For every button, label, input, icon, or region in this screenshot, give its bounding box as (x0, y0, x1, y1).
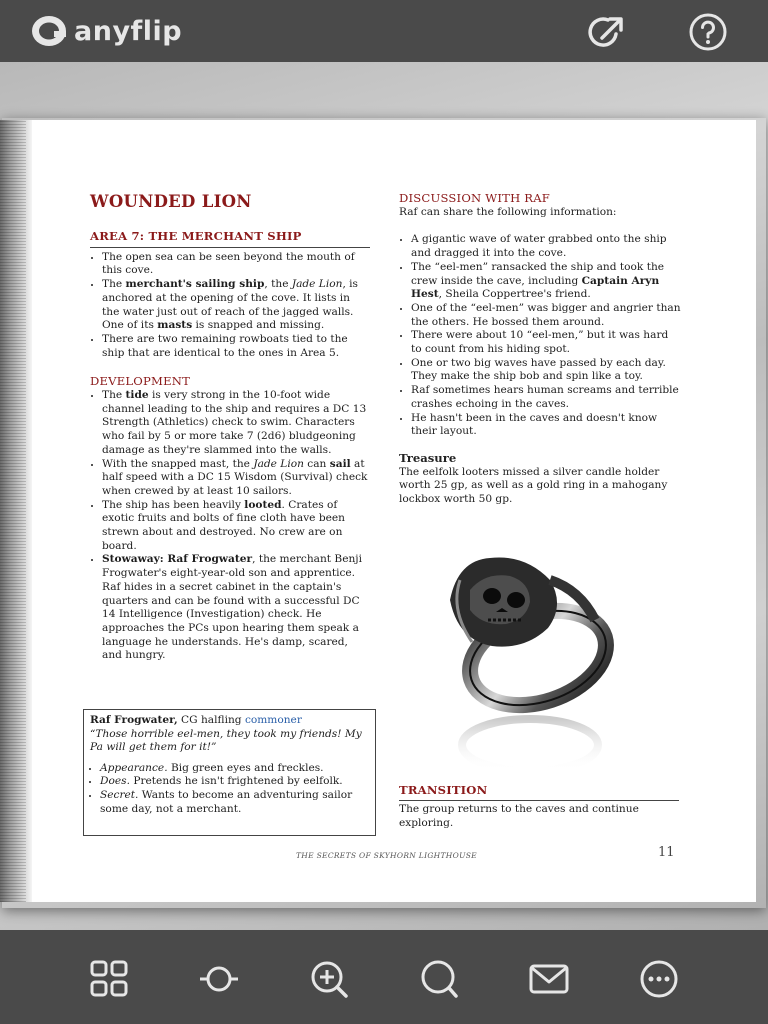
treasure-text: The eelfolk looters missed a silver candle holder worth 25 gp, as well as a gold ring in a mahogany lockbox worth 50 gp. (399, 465, 668, 506)
area-heading: AREA 7: THE MERCHANT SHIP (90, 230, 370, 248)
list-item: • There are two remaining rowboats tied to the ship that are identical to the ones in Area 5. (102, 333, 370, 360)
right-column (399, 192, 681, 507)
skull-ring-image (430, 550, 620, 780)
list-item: • Does. Pretends he isn't frightened by eelfolk. (100, 775, 367, 789)
list-item: • The tide is very strong in the 10-foot wide channel leading to the ship and requires a DC 13 Strength (Athletics) check to swim. Characters who fail by 5 or more take 7 (2d6) bludgeoning damage as they're slammed into the walls. (102, 389, 370, 458)
list-item: • The “eel-men” ransacked the ship and took the crew inside the cave, including Captain Aryn Hest, Sheila Coppertree's friend. (411, 261, 681, 302)
list-item: • There were about 10 “eel-men,” but it was hard to count from his hiding spot. (411, 329, 681, 356)
logo-icon (30, 14, 68, 48)
npc-stat-block (83, 709, 376, 836)
list-item: • The ship has been heavily looted. Crates of exotic fruits and bolts of fine cloth have been strewn about and destroyed. No crew are on board. (102, 499, 370, 554)
page-number: 11 (658, 845, 675, 860)
transition-text: The group returns to the caves and continue exploring. (399, 803, 639, 829)
list-item: • One of the “eel-men” was bigger and angrier than the others. He bossed them around. (411, 302, 681, 329)
list-item: • Appearance. Big green eyes and freckles. (100, 762, 367, 776)
list-item: • The merchant's sailing ship, the Jade Lion, is anchored at the opening of the cove. It lists in the water just out of reach of the jagged walls. One of its masts is snapped and missing. (102, 278, 370, 333)
brand-name: anyflip (74, 15, 183, 47)
bottom-toolbar (0, 930, 768, 1024)
list-item: • He hasn't been in the caves and doesn't know their layout. (411, 412, 681, 439)
development-list (90, 389, 370, 663)
book-page[interactable] (0, 120, 756, 902)
list-item: • Raf sometimes hears human screams and terrible crashes echoing in the caves. (411, 384, 681, 411)
list-item: • A gigantic wave of water grabbed onto the ship and dragged it into the cove. (411, 233, 681, 260)
share-icon (588, 12, 628, 52)
help-icon (688, 12, 728, 52)
email-button[interactable] (528, 958, 570, 1000)
list-item: • One or two big waves have passed by each day. They make the ship bob and spin like a toy. (411, 357, 681, 384)
zoom-in-button[interactable] (308, 958, 350, 1000)
page-spine (0, 120, 32, 902)
email-icon (528, 958, 570, 1000)
area-list (90, 251, 370, 361)
zoom-in-icon (308, 958, 350, 1000)
npc-traits (90, 762, 367, 816)
share-button[interactable] (588, 12, 628, 52)
npc-role-link[interactable]: commoner (244, 714, 302, 726)
book-title-footer: THE SECRETS OF SKYHORN LIGHTHOUSE (296, 851, 477, 860)
discussion-list (399, 233, 681, 439)
discussion-heading: DISCUSSION WITH RAF (399, 191, 551, 205)
anyflip-logo[interactable] (30, 12, 182, 50)
zoom-slider-icon (198, 958, 240, 1000)
thumbnails-button[interactable] (88, 958, 130, 1000)
list-item: • The open sea can be seen beyond the mouth of this cove. (102, 251, 370, 278)
treasure-heading: Treasure (399, 450, 457, 465)
help-button[interactable] (688, 12, 728, 52)
list-item: • Stowaway: Raf Frogwater, the merchant Benji Frogwater's eight-year-old son and apprentice. Raf hides in a secret cabinet in the captain's quarters and can be found with a successful DC 14 Intelligence (Investigation) check. He approaches the PCs upon hearing them speak a language he understands. He's damp, scared, and hungry. (102, 553, 370, 663)
npc-quote: “Those horrible eel-men, they took my friends! My Pa will get them for it!” (90, 727, 362, 754)
npc-type: CG halfling (181, 714, 242, 726)
top-toolbar (0, 0, 768, 62)
more-button[interactable] (638, 958, 680, 1000)
thumbnails-icon (88, 958, 130, 1000)
transition-heading: TRANSITION (399, 783, 679, 801)
discussion-intro: Raf can share the following information: (399, 205, 617, 218)
npc-name: Raf Frogwater, (90, 714, 178, 726)
left-column (90, 192, 370, 663)
more-icon (638, 958, 680, 1000)
search-icon (418, 958, 460, 1000)
list-item: • With the snapped mast, the Jade Lion can sail at half speed with a DC 15 Wisdom (Survival) check when crewed by at least 10 sailors. (102, 458, 370, 499)
development-heading: DEVELOPMENT (90, 374, 191, 389)
zoom-slider-button[interactable] (198, 958, 240, 1000)
list-item: • Secret. Wants to become an adventuring sailor some day, not a merchant. (100, 789, 367, 816)
search-button[interactable] (418, 958, 460, 1000)
page-title: WOUNDED LION (90, 192, 252, 211)
